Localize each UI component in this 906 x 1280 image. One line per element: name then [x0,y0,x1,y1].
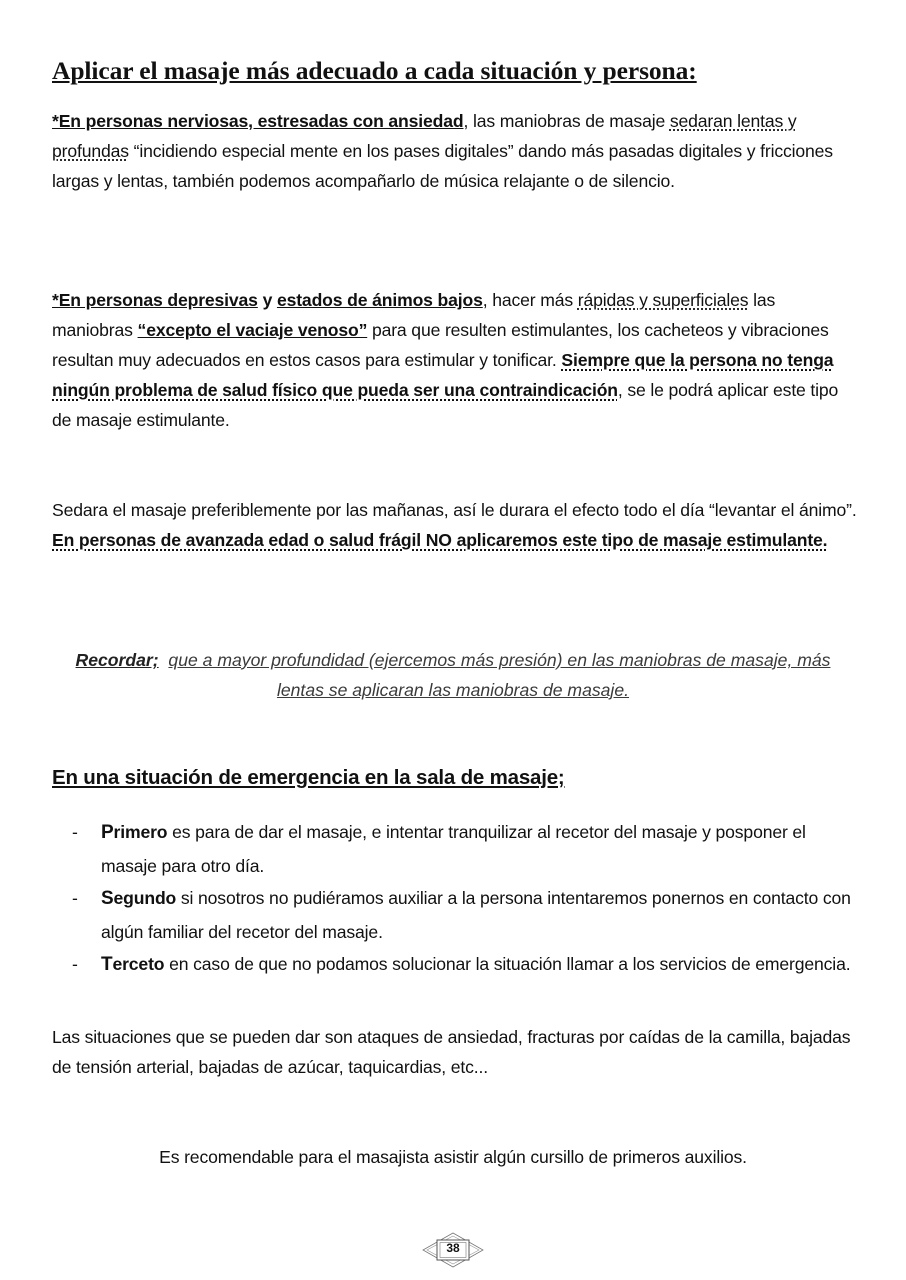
paragraph-lead: *En personas nerviosas, estresadas con ansiedad [52,111,464,131]
paragraph-lead: estados de ánimos bajos [276,290,483,310]
warning-text: Siempre que la persona no tenga ningún problema de salud físico que pueda ser una contraindicación [52,350,834,400]
page-number: 38 [446,1241,460,1255]
recommendation-text: Es recomendable para el masajista asistir algún cursillo de primeros auxilios. [159,1147,747,1167]
emphasis-text: sedaran lentas y profundas [52,111,797,161]
emphasis-text: rápidas y superficiales [577,290,749,310]
page-number-badge [422,1232,484,1268]
paragraph-lead: *En personas depresivas [52,290,258,310]
emergency-steps-list [52,816,858,982]
reminder-text: que a mayor profundidad (ejercemos más presión) en las maniobras de masaje, más lentas se aplicaran las maniobras de masaje. [168,650,831,700]
paragraph-nervous: *En personas nerviosas, estresadas con ansiedad, las maniobras de masaje sedaran lentas y profundas “incidiendo especial mente en los pases digitales” dando más pasadas digitales y fricciones largas y lentas, también podemos acompañarlo de música relajante o de silencio. [52,111,833,191]
list-item: - Segundo si nosotros no pudiéramos auxiliar a la persona intentaremos ponernos en contacto con algún familiar del recetor del masaje. [72,888,851,942]
list-item: - Terceto en caso de que no podamos solucionar la situación llamar a los servicios de emergencia. [72,954,851,975]
warning-text: En personas de avanzada edad o salud frágil NO aplicaremos este tipo de masaje estimulante. [52,530,828,550]
reminder-note [52,645,854,705]
reminder-label: Recordar; [75,650,159,670]
paragraph-morning: Sedara el masaje preferiblemente por las mañanas, así le durara el efecto todo el día “levantar el ánimo”. En personas de avanzada edad o salud frágil NO aplicaremos este tipo de masaje estimulante. [52,500,857,550]
list-item: - Primero es para de dar el masaje, e intentar tranquilizar al recetor del masaje y posponer el masaje para otro día. [72,822,806,876]
section-heading: En una situación de emergencia en la sala de masaje; [52,766,565,789]
paragraph-situations: Las situaciones que se pueden dar son ataques de ansiedad, fracturas por caídas de la camilla, bajadas de tensión arterial, bajadas de azúcar, taquicardias, etc... [52,1027,851,1077]
quote-text: “excepto el vaciaje venoso” [137,320,368,340]
paragraph-depressive: *En personas depresivas y estados de ánimos bajos, hacer más rápidas y superficiales las maniobras “excepto el vaciaje venoso” para que resulten estimulantes, los cacheteos y vibraciones resultan muy adecuados en estos casos para estimular y tonificar. Siempre que la persona no tenga ningún problema de salud físico que pueda ser una contraindicación, se le podrá aplicar este tipo de masaje estimulante. [52,290,839,430]
page-title: Aplicar el masaje más adecuado a cada situación y persona: [52,56,697,85]
